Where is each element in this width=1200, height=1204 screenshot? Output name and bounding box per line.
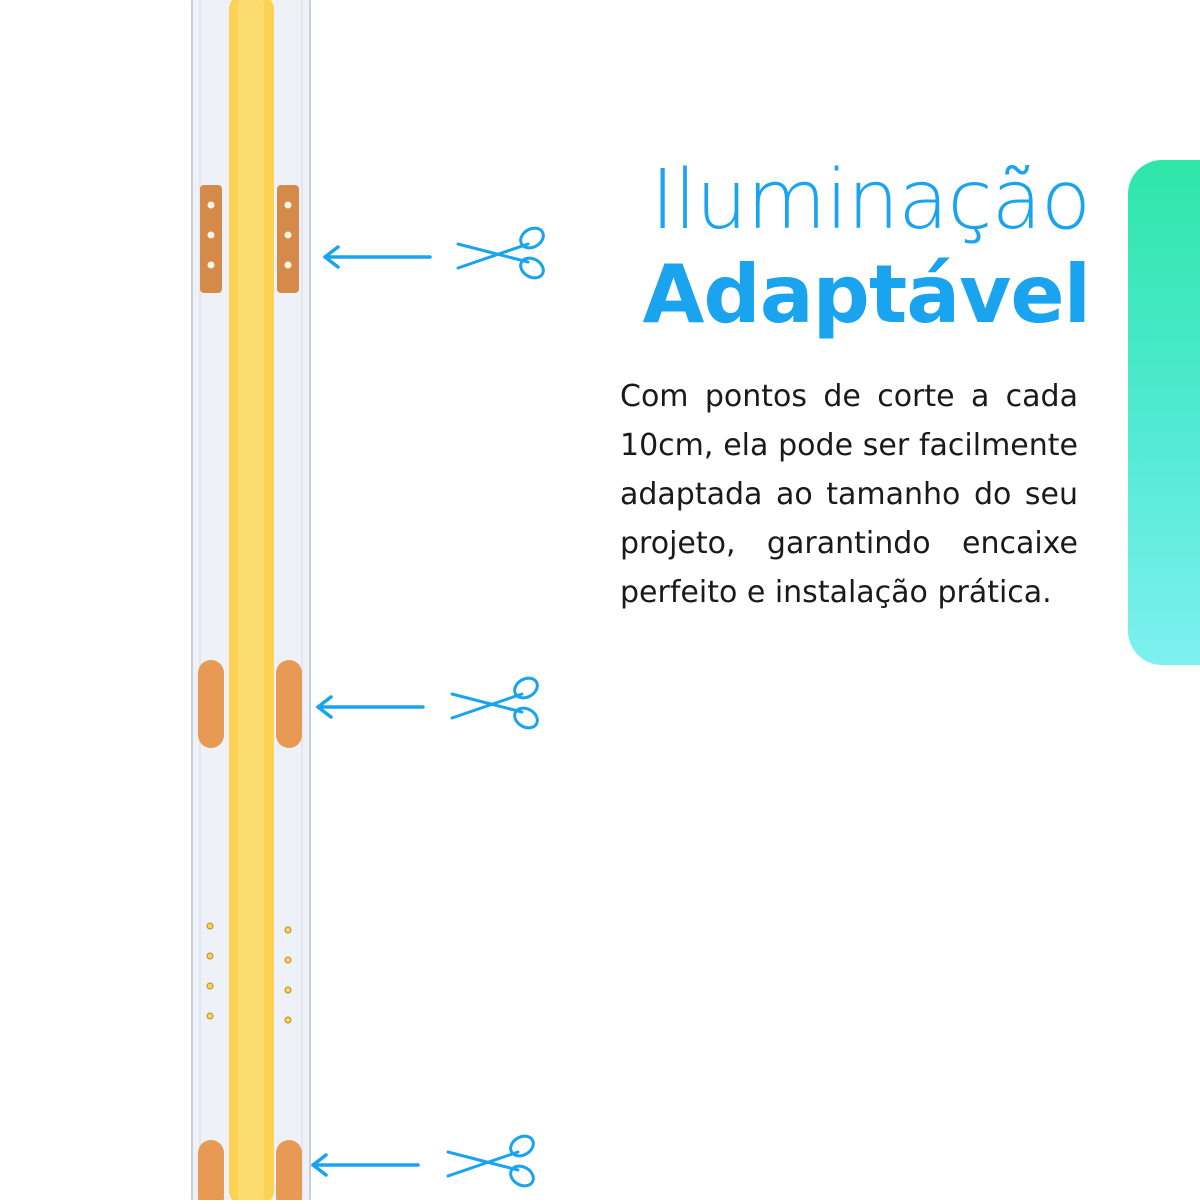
scissors-icon [458, 224, 547, 282]
arrow-left-icon [325, 247, 430, 267]
scissors-icon [452, 674, 541, 732]
heading-line-2: Adaptável [642, 248, 1090, 341]
gradient-accent-bar [1128, 160, 1200, 665]
arrow-left-icon [313, 1155, 418, 1175]
description-paragraph: Com pontos de corte a cada 10cm, ela pode ser facilmente adaptada ao tamanho do seu projeto, garantindo encaixe perfeito e instalação prática. [620, 379, 1078, 610]
scissors-icon [448, 1132, 537, 1190]
arrow-left-icon [318, 697, 423, 717]
heading-line-1: Iluminação [650, 153, 1090, 248]
